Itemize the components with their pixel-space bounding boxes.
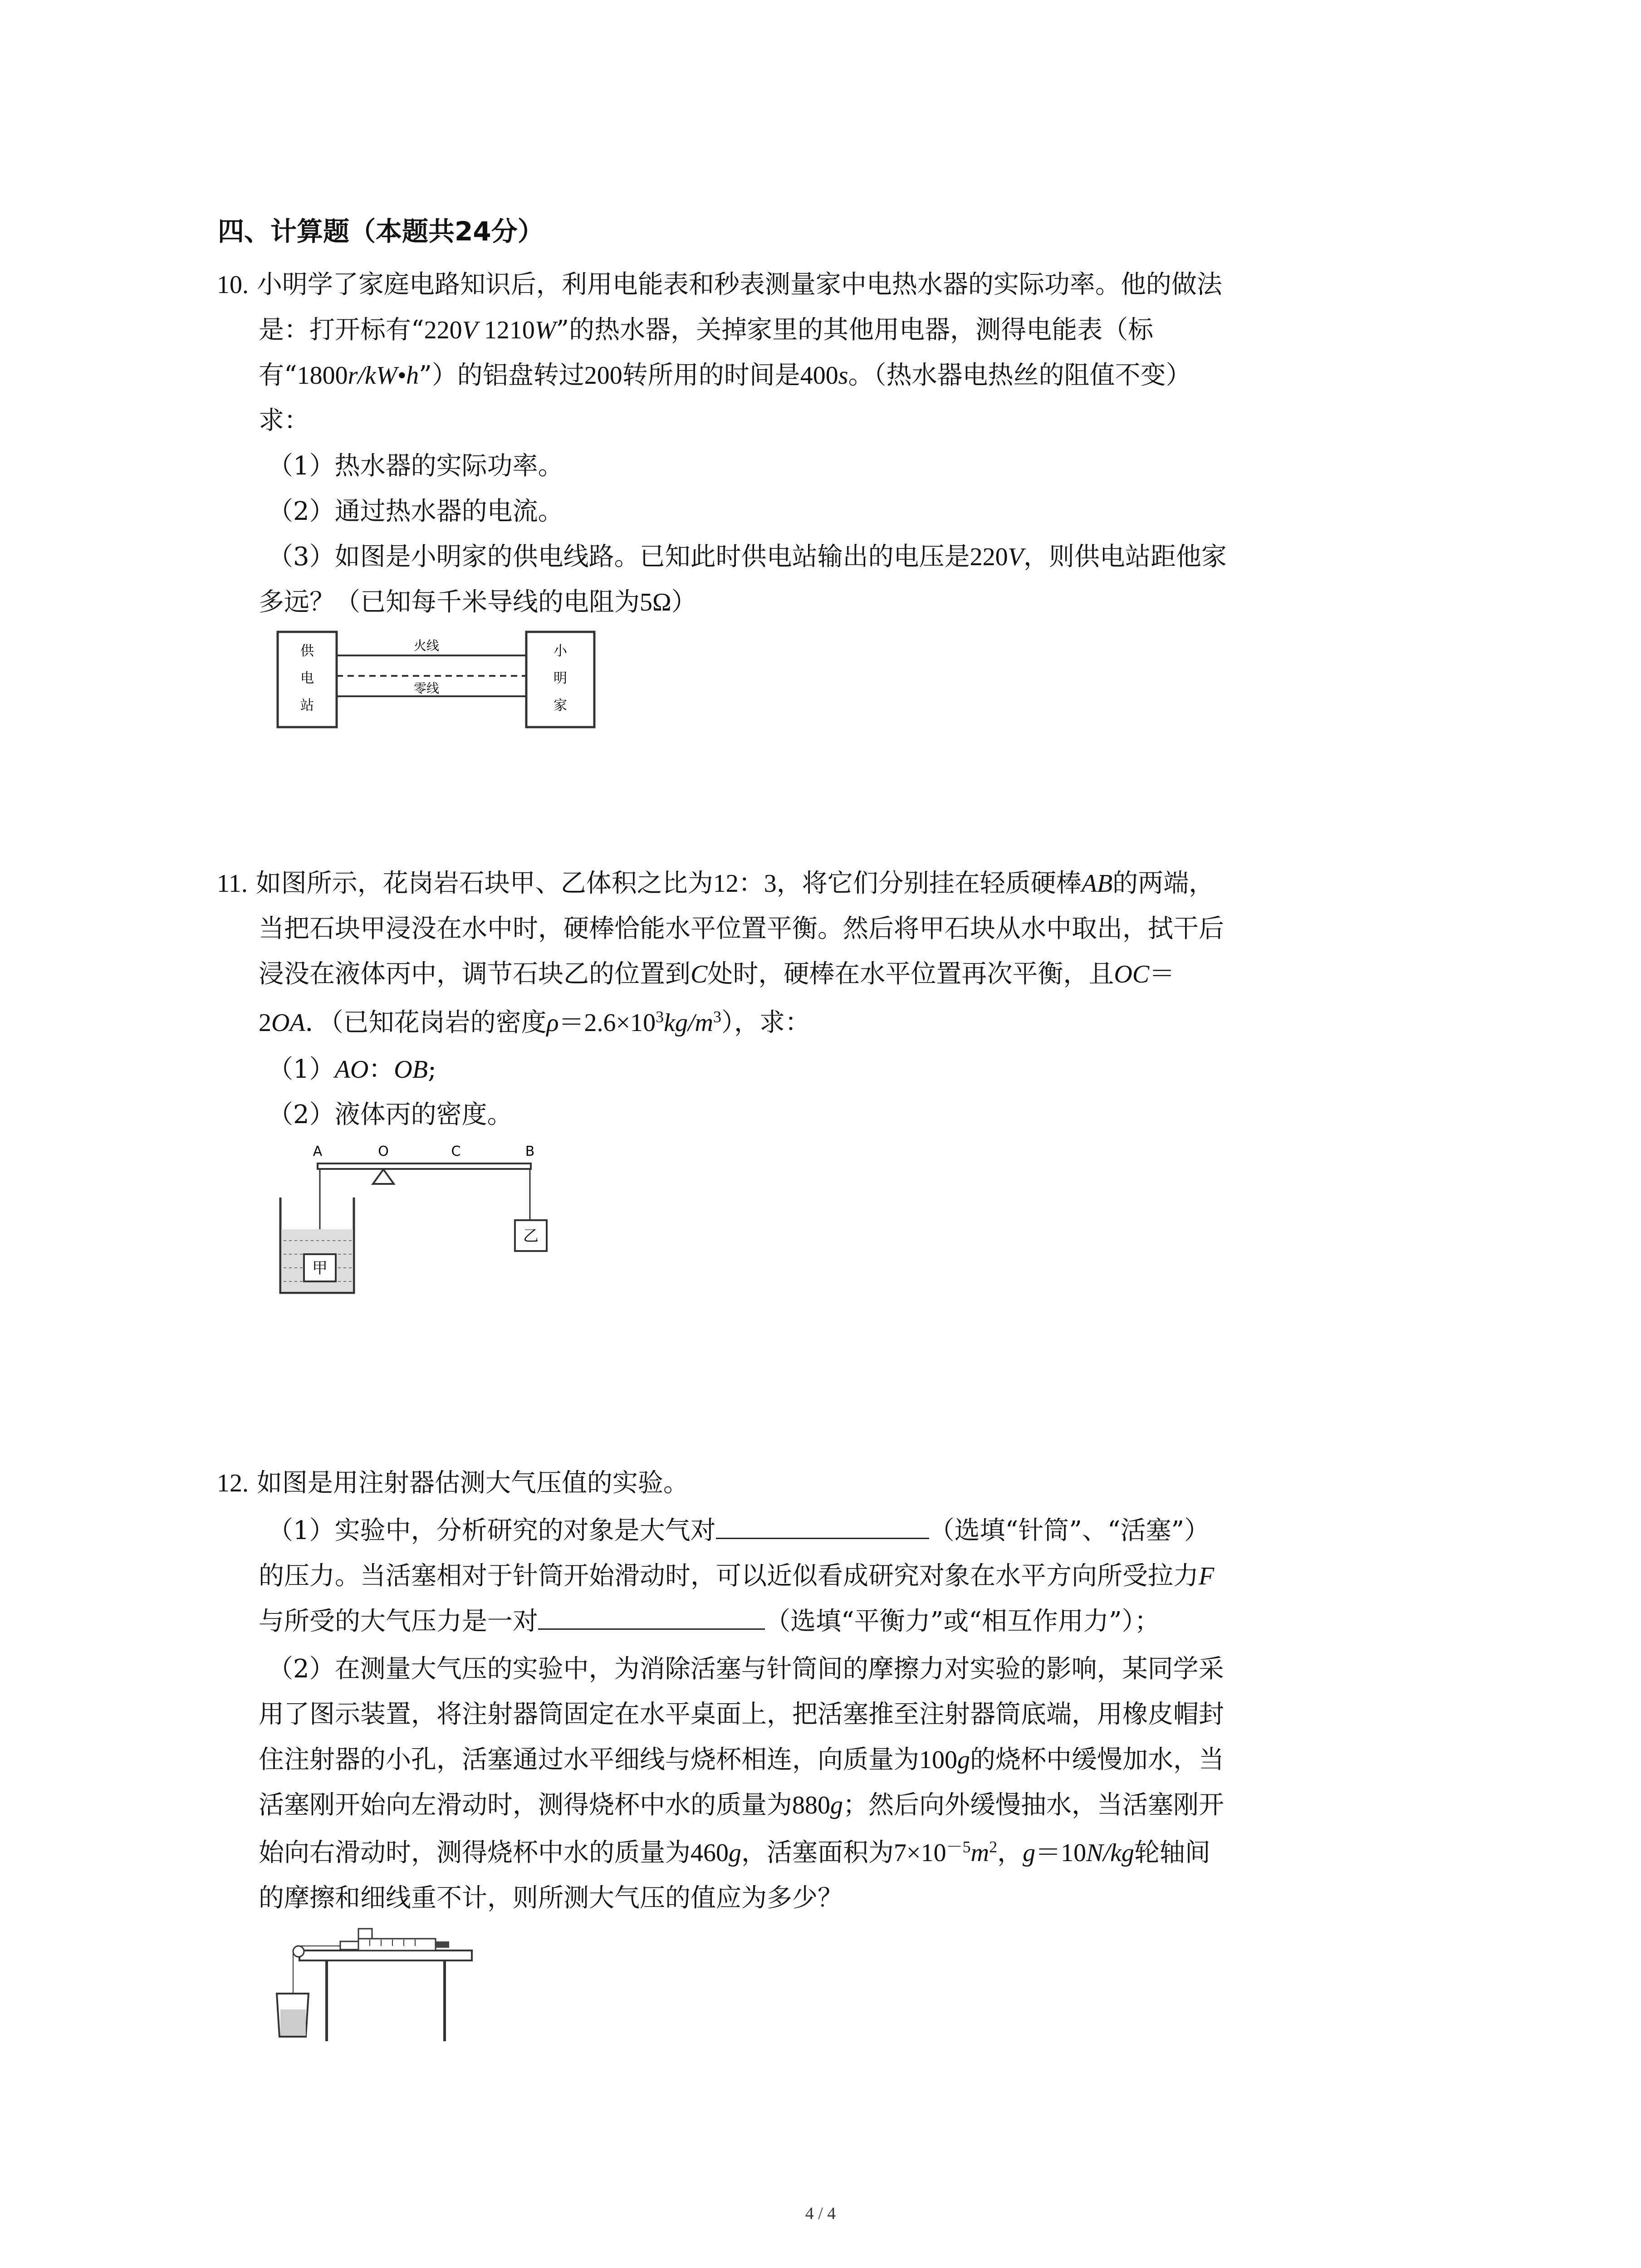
plunger-handle <box>340 1941 358 1950</box>
q10-line-4: 求： <box>259 406 309 435</box>
q12-part-2-line-3: 住注射器的小孔，活塞通过水平细线与烧杯相连，向质量为100g的烧杯中缓慢加水，当 <box>259 1745 1224 1774</box>
stone-a-label: 甲 <box>312 1259 328 1277</box>
q10-line-1: 10. 小明学了家庭电路知识后，利用电能表和秒表测量家中电热水器的实际功率。他的做法 <box>217 270 1222 299</box>
q10-part-3: （3）如图是小明家的供电线路。已知此时供电站输出的电压是220V，则供电站距他家 <box>268 542 1227 572</box>
q12-part-2-line-6: 的摩擦和细线重不计，则所测大气压的值应为多少？ <box>259 1883 843 1913</box>
q10-line-2: 是：打开标有“220V 1210W”的热水器，关掉家里的其他用电器，测得电能表（标 <box>259 315 1154 345</box>
house-char-2: 明 <box>554 670 567 686</box>
rubber-cap <box>436 1941 449 1948</box>
q12-number: 12. <box>217 1469 249 1497</box>
q12-part-1-line-2: 的压力。当活塞相对于针筒开始滑动时，可以近似看成研究对象在水平方向所受拉力F <box>259 1561 1215 1591</box>
q12-figure-syringe-apparatus <box>272 1923 485 2050</box>
q10-part-2: （2）通过热水器的电流。 <box>268 497 563 526</box>
fixture <box>358 1929 372 1939</box>
table-top <box>299 1950 472 1960</box>
label-c: C <box>451 1144 461 1159</box>
q10-number: 10. <box>217 271 249 299</box>
q12-part-2-line-2: 用了图示装置，将注射器筒固定在水平桌面上，把活塞推至注射器筒底端，用橡皮帽封 <box>259 1700 1224 1729</box>
q11-line-4: 2OA．（已知花岗岩的密度$\rho=2.6\times 10^3kg/m^3$），求： <box>259 1007 810 1037</box>
neutral-wire-label: 零线 <box>413 681 440 696</box>
label-a: A <box>313 1144 323 1159</box>
fulcrum <box>373 1169 394 1184</box>
q11-part-2: （2）液体丙的密度。 <box>268 1100 513 1129</box>
station-char-2: 电 <box>300 670 314 686</box>
section-title: 四、计算题（本题共24分） <box>218 216 544 247</box>
q10-line-3: 有“1800r/kW•h”）的铝盘转过200转所用的时间是400s。（热水器电热丝的阻值不变） <box>259 361 1191 390</box>
answer-blank-1[interactable] <box>716 1517 929 1539</box>
label-b: B <box>525 1144 535 1159</box>
q12-part-1-line-3: 与所受的大气压力是一对 （选填“平衡力”或“相互作用力”）； <box>259 1607 1160 1636</box>
q11-line-2: 当把石块甲浸没在水中时，硬棒恰能水平位置平衡。然后将甲石块从水中取出，拭干后 <box>259 914 1224 943</box>
q11-line-3: 浸没在液体丙中，调节石块乙的位置到C处时，硬棒在水平位置再次平衡，且OC＝ <box>259 959 1175 989</box>
house-char-3: 家 <box>554 698 567 714</box>
q11-number: 11. <box>217 870 248 898</box>
page-number: 4 / 4 <box>805 2204 836 2223</box>
q12-part-2-line-1: （2）在测量大气压的实验中，为消除活塞与针筒间的摩擦力对实验的影响，某同学采 <box>268 1654 1224 1684</box>
station-char-1: 供 <box>300 643 314 659</box>
q11-part-1: （1）AO：OB; <box>268 1055 436 1084</box>
house-char-1: 小 <box>554 643 567 659</box>
stone-b-label: 乙 <box>523 1227 539 1245</box>
q12-part-2-line-4: 活塞刚开始向左滑动时，测得烧杯中水的质量为880g；然后向外缓慢抽水，当活塞刚开 <box>259 1790 1224 1820</box>
q12-part-2-line-5: 始向右滑动时，测得烧杯中水的质量为460g，活塞面积为$7\times 10^{-5}m^2$，g＝10N/kg轮轴间 <box>259 1838 1210 1867</box>
beaker-water <box>280 2009 306 2036</box>
station-char-3: 站 <box>300 698 314 714</box>
label-o: O <box>378 1144 389 1159</box>
q11-figure-lever <box>272 1139 572 1302</box>
q12-part-1-line-1: （1）实验中，分析研究的对象是大气对 （选填“针筒”、“活塞”） <box>268 1516 1210 1545</box>
q11-line-1: 11. 如图所示，花岗岩石块甲、乙体积之比为12：3，将它们分别挂在轻质硬棒AB的两端， <box>217 869 1215 898</box>
answer-blank-2[interactable] <box>538 1608 765 1630</box>
lever-bar <box>318 1163 531 1169</box>
q10-part-1: （1）热水器的实际功率。 <box>268 451 563 481</box>
q12-line-1: 12. 如图是用注射器估测大气压值的实验。 <box>217 1468 689 1498</box>
q10-part-3-cont: 多远？（已知每千米导线的电阻为5Ω） <box>259 587 697 617</box>
pulley <box>293 1946 304 1957</box>
q10-figure-supply-line <box>272 628 599 733</box>
live-wire-label: 火线 <box>413 638 440 653</box>
